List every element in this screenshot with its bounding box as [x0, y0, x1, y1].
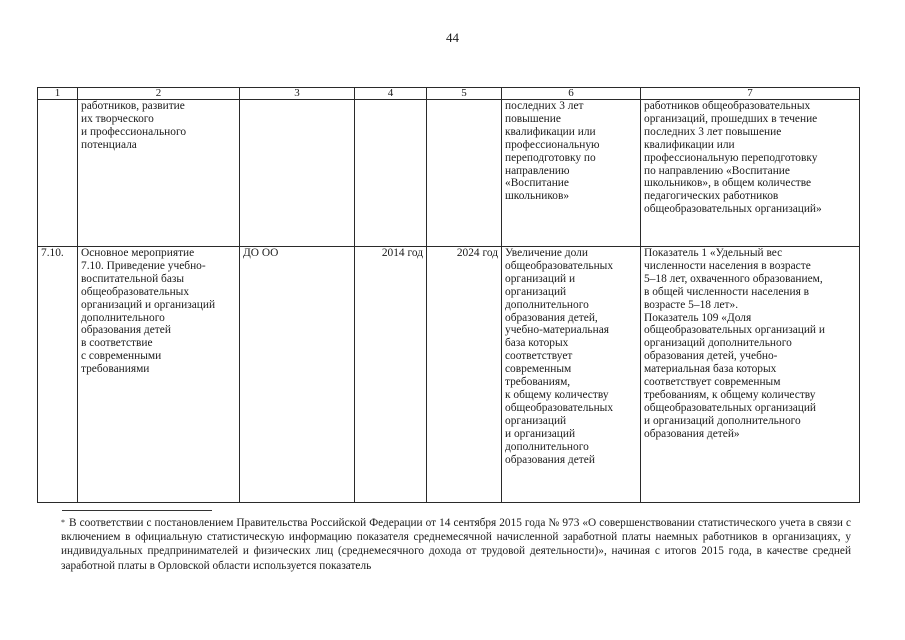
measure-name-cell: работников, развитие их творческого и профессионального потенциала	[78, 100, 240, 247]
end-year-cell: 2024 год	[427, 247, 502, 503]
column-number: 6	[502, 88, 641, 100]
page-number: 44	[446, 30, 459, 45]
column-number: 1	[38, 88, 78, 100]
table-row	[38, 247, 860, 503]
column-number: 2	[78, 88, 240, 100]
measure-name-cell: Основное мероприятие 7.10. Приведение учебно- воспитательной базы общеобразовательных организаций и организаций дополнительного образования детей в соответствие с современными требованиями	[78, 247, 240, 503]
expected-result-cell: последних 3 лет повышение квалификации или профессиональную переподготовку по направлению «Воспитание школьников»	[502, 100, 641, 247]
footnote-marker: *	[61, 518, 65, 527]
column-number: 5	[427, 88, 502, 100]
executor-cell: ДО ОО	[240, 247, 355, 503]
measures-table	[37, 87, 860, 503]
table-row	[38, 100, 860, 247]
end-year-cell	[427, 100, 502, 247]
footnote	[61, 516, 851, 573]
expected-result-cell: Увеличение доли общеобразовательных организаций и организаций дополнительного образования детей, учебно-материальная база которых соответствует современным требованиям, к общему количеству общеобразовательных организаций и организаций дополнительного образования детей	[502, 247, 641, 503]
row-number-cell: 7.10.	[38, 247, 78, 503]
row-number-cell	[38, 100, 78, 247]
start-year-cell	[355, 100, 427, 247]
start-year-cell: 2014 год	[355, 247, 427, 503]
indicator-link-cell: работников общеобразовательных организаций, прошедших в течение последних 3 лет повышение квалификации или профессиональную переподготовку по направлению «Воспитание школьников», в общем количестве педагогических работников общеобразовательных организаций»	[641, 100, 860, 247]
footnote-divider	[62, 510, 212, 511]
column-number: 7	[641, 88, 860, 100]
indicator-link-cell: Показатель 1 «Удельный вес численности населения в возрасте 5–18 лет, охваченного образованием, в общей численности населения в возрасте 5–18 лет». Показатель 109 «Доля общеобразовательных организаций и организаций дополнительного образования детей, учебно- материальная база которых соответствует современным требованиям, к общему количеству общеобразовательных организаций и организаций дополнительного образования детей»	[641, 247, 860, 503]
executor-cell	[240, 100, 355, 247]
column-number: 4	[355, 88, 427, 100]
column-number: 3	[240, 88, 355, 100]
column-number-row	[38, 88, 860, 100]
footnote-text: В соответствии с постановлением Правительства Российской Федерации от 14 сентября 2015 года № 973 «О совершенствовании статистического учета в связи с включением в официальную статистическую информацию показателя среднемесячной начисленной заработной платы наемных работников в организациях, у индивидуальных предпринимателей и физических лиц (среднемесячного дохода от трудовой деятельности)», начиная с итогов 2015 года, в качестве средней заработной платы в Орловской области используется показатель	[61, 517, 851, 572]
